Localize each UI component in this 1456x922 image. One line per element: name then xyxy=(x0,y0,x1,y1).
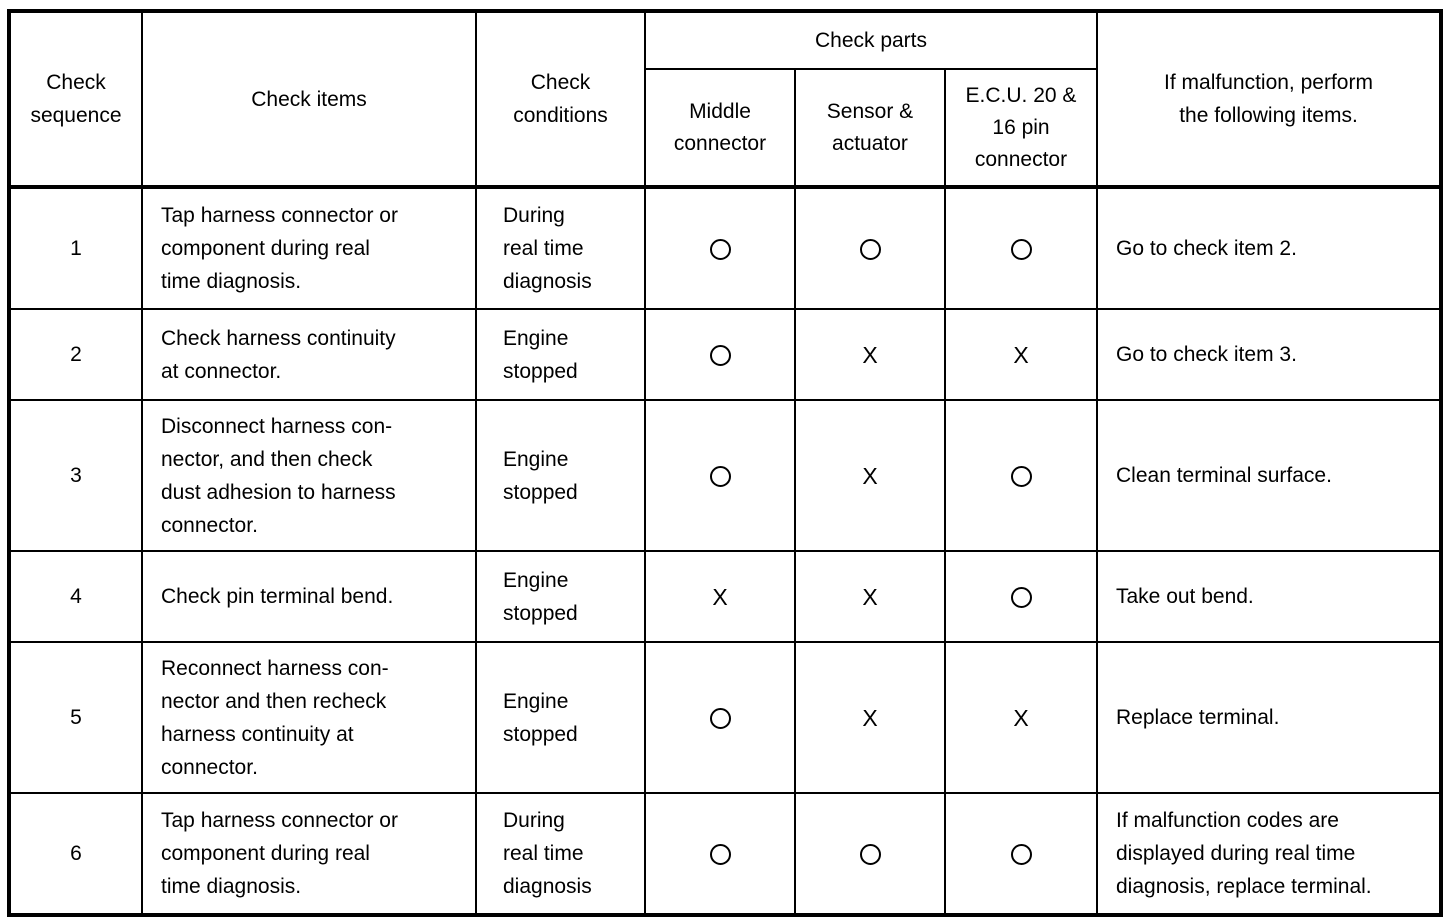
header-check-items: Check items xyxy=(142,11,476,187)
condition-cell xyxy=(476,793,645,915)
sequence-cell xyxy=(9,793,142,915)
circle-ok-icon xyxy=(710,239,731,260)
action-cell xyxy=(1097,187,1441,309)
sensor-mark-cell xyxy=(795,400,945,551)
circle-ok-icon xyxy=(710,844,731,865)
check-item-cell-text: Tap harness connector or component during real time diagnosis. xyxy=(161,204,398,293)
cross-mark-icon: X xyxy=(712,583,728,610)
check-item-cell-text: Disconnect harness con- nector, and then check dust adhesion to harness connector. xyxy=(161,414,396,537)
ecu-mark-cell xyxy=(945,793,1097,915)
condition-cell-text: Engine stopped xyxy=(503,689,578,746)
table-row xyxy=(9,642,1441,793)
check-table xyxy=(7,9,1443,917)
action-cell-text: Take out bend. xyxy=(1116,585,1254,608)
check-item-cell-text: Tap harness connector or component during real time diagnosis. xyxy=(161,809,398,898)
ecu-mark-cell xyxy=(945,642,1097,793)
sensor-mark-cell xyxy=(795,187,945,309)
sequence-cell xyxy=(9,187,142,309)
condition-cell-text: Engine stopped xyxy=(503,568,578,625)
sequence-cell-text: 5 xyxy=(70,706,82,729)
circle-ok-icon xyxy=(1011,466,1032,487)
circle-ok-icon xyxy=(710,466,731,487)
table-body xyxy=(9,187,1441,915)
table-row xyxy=(9,309,1441,400)
table-row xyxy=(9,400,1441,551)
ecu-mark-cell xyxy=(945,551,1097,642)
check-item-cell xyxy=(142,793,476,915)
condition-cell xyxy=(476,187,645,309)
action-cell-text: Clean terminal surface. xyxy=(1116,464,1332,487)
ecu-mark-cell xyxy=(945,187,1097,309)
sequence-cell xyxy=(9,551,142,642)
action-cell xyxy=(1097,400,1441,551)
header-malfunction-action: If malfunction, perform the following items. xyxy=(1097,11,1441,187)
cross-mark-icon: X xyxy=(1013,704,1029,731)
header-ecu-connector: E.C.U. 20 & 16 pin connector xyxy=(945,69,1097,187)
header-check-sequence: Check sequence xyxy=(9,11,142,187)
table-row xyxy=(9,187,1441,309)
check-item-cell xyxy=(142,642,476,793)
circle-ok-icon xyxy=(710,708,731,729)
check-item-cell-text: Check pin terminal bend. xyxy=(161,585,394,608)
cross-mark-icon: X xyxy=(862,704,878,731)
middle-mark-cell xyxy=(645,642,795,793)
circle-ok-icon xyxy=(1011,587,1032,608)
sensor-mark-cell xyxy=(795,551,945,642)
table-row xyxy=(9,551,1441,642)
header-row xyxy=(9,11,1441,69)
action-cell-text: If malfunction codes are displayed during real time diagnosis, replace terminal. xyxy=(1116,809,1372,898)
condition-cell xyxy=(476,400,645,551)
middle-mark-cell xyxy=(645,400,795,551)
action-cell xyxy=(1097,642,1441,793)
circle-ok-icon xyxy=(860,239,881,260)
check-item-cell xyxy=(142,187,476,309)
middle-mark-cell xyxy=(645,187,795,309)
condition-cell xyxy=(476,309,645,400)
sequence-cell-text: 1 xyxy=(70,237,82,260)
action-cell-text: Replace terminal. xyxy=(1116,706,1280,729)
condition-cell-text: Engine stopped xyxy=(503,326,578,383)
sequence-cell-text: 2 xyxy=(70,343,82,366)
sequence-cell-text: 3 xyxy=(70,464,82,487)
sequence-cell-text: 6 xyxy=(70,842,82,865)
check-item-cell-text: Reconnect harness con- nector and then recheck harness continuity at connector. xyxy=(161,656,389,779)
circle-ok-icon xyxy=(710,345,731,366)
cross-mark-icon: X xyxy=(1013,341,1029,368)
sequence-cell xyxy=(9,309,142,400)
header-check-parts: Check parts xyxy=(645,11,1097,69)
cross-mark-icon: X xyxy=(862,583,878,610)
condition-cell-text: During real time diagnosis xyxy=(503,204,592,293)
sensor-mark-cell xyxy=(795,309,945,400)
condition-cell-text: During real time diagnosis xyxy=(503,809,592,898)
action-cell xyxy=(1097,551,1441,642)
action-cell-text: Go to check item 2. xyxy=(1116,237,1297,260)
circle-ok-icon xyxy=(1011,239,1032,260)
condition-cell-text: Engine stopped xyxy=(503,447,578,504)
header-check-conditions: Check conditions xyxy=(476,11,645,187)
cross-mark-icon: X xyxy=(862,462,878,489)
header-sensor-actuator: Sensor & actuator xyxy=(795,69,945,187)
circle-ok-icon xyxy=(1011,844,1032,865)
table-row xyxy=(9,793,1441,915)
check-item-cell-text: Check harness continuity at connector. xyxy=(161,326,396,383)
action-cell xyxy=(1097,793,1441,915)
middle-mark-cell xyxy=(645,793,795,915)
condition-cell xyxy=(476,642,645,793)
sequence-cell xyxy=(9,400,142,551)
circle-ok-icon xyxy=(860,844,881,865)
action-cell xyxy=(1097,309,1441,400)
sequence-cell-text: 4 xyxy=(70,585,82,608)
condition-cell xyxy=(476,551,645,642)
sensor-mark-cell xyxy=(795,793,945,915)
action-cell-text: Go to check item 3. xyxy=(1116,343,1297,366)
cross-mark-icon: X xyxy=(862,341,878,368)
check-item-cell xyxy=(142,551,476,642)
check-item-cell xyxy=(142,400,476,551)
ecu-mark-cell xyxy=(945,400,1097,551)
ecu-mark-cell xyxy=(945,309,1097,400)
sensor-mark-cell xyxy=(795,642,945,793)
sequence-cell xyxy=(9,642,142,793)
middle-mark-cell xyxy=(645,309,795,400)
middle-mark-cell xyxy=(645,551,795,642)
check-item-cell xyxy=(142,309,476,400)
header-middle-connector: Middle connector xyxy=(645,69,795,187)
